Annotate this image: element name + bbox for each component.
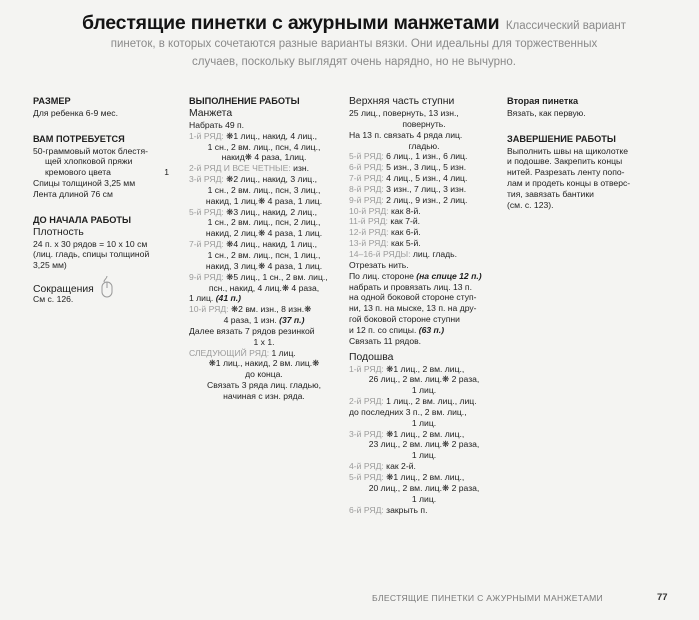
instruction-line: 23 лиц., 2 вм. лиц.❋ 2 раза, bbox=[368, 439, 480, 450]
intro-text-3: случаев, поскольку выглядят очень нарядно, но не вычурно. bbox=[192, 56, 516, 68]
column-materials bbox=[33, 96, 183, 305]
instruction-line: 1-й РЯД: ❋1 лиц., 2 вм. лиц., bbox=[349, 363, 465, 374]
instruction-line: гой боковой стороне ступни bbox=[349, 314, 460, 325]
instruction-line: 8-й РЯД: 3 изн., 7 лиц., 3 изн. bbox=[349, 183, 467, 194]
column-finishing bbox=[507, 96, 667, 211]
instruction-line: На 13 п. связать 4 ряда лиц. bbox=[349, 129, 463, 140]
instruction-line: 25 лиц., повернуть, 13 изн., bbox=[349, 108, 459, 118]
instruction-line: 9-й РЯД: ❋5 лиц., 1 сн., 2 вм. лиц., bbox=[189, 271, 328, 282]
instruction-line: Отрезать нить. bbox=[349, 259, 409, 270]
instruction-line: Связать 11 рядов. bbox=[349, 335, 422, 346]
finishing-line: Выполнить швы на щиколотке bbox=[507, 145, 629, 156]
instruction-line: на одной боковой стороне ступ- bbox=[349, 292, 477, 303]
instruction-line: 3-й РЯД: ❋1 лиц., 2 вм. лиц., bbox=[349, 428, 465, 439]
cuff-subheading: Манжета bbox=[189, 107, 233, 119]
instruction-line: псн., накид, 4 лиц.❋ 4 раза, bbox=[208, 282, 320, 293]
instruction-line: Набрать 49 п. bbox=[189, 119, 245, 130]
column-foot bbox=[349, 96, 499, 515]
gauge-line: 3,25 мм) bbox=[33, 260, 67, 271]
materials-line: Спицы толщиной 3,25 мм bbox=[33, 178, 136, 189]
materials-line: Лента длиной 76 см bbox=[33, 188, 113, 199]
instruction-line: 6-й РЯД: закрыть п. bbox=[349, 504, 428, 515]
column-cuff bbox=[189, 96, 339, 402]
instruction-line: Связать 3 ряда лиц. гладью, bbox=[207, 380, 321, 391]
instruction-line: 1 сн., 2 вм. лиц., псн, 3 лиц., bbox=[207, 184, 321, 195]
instruction-line: 1 сн., 2 вм. лиц., псн, 1 лиц., bbox=[207, 249, 321, 260]
instruction-line: 1 сн., 2 вм. лиц., псн, 2 лиц., bbox=[207, 217, 321, 228]
instruction-line: 1-й РЯД: ❋1 лиц., накид, 4 лиц., bbox=[189, 130, 318, 141]
second-bootie-heading: Вторая пинетка bbox=[507, 96, 579, 106]
instruction-line: накид, 1 лиц.❋ 4 раза, 1 лиц. bbox=[205, 195, 323, 206]
intro-text-2: пинеток, в которых сочетаются разные варианты вязки. Они идеальны для торжественных bbox=[110, 38, 598, 50]
instruction-line: до конца. bbox=[245, 369, 283, 380]
instruction-line: 3-й РЯД: ❋2 лиц., накид, 3 лиц., bbox=[189, 174, 318, 185]
sole-subheading: Подошва bbox=[349, 351, 394, 363]
instruction-line: 1 лиц. bbox=[411, 417, 437, 428]
instruction-line: 5-й РЯД: ❋1 лиц., 2 вм. лиц., bbox=[349, 472, 465, 482]
instruction-line: По лиц. стороне (на спице 12 п.) bbox=[349, 270, 482, 281]
instruction-line: 1 лиц. (41 п.) bbox=[189, 293, 241, 304]
materials-quantity: 1 bbox=[164, 167, 169, 178]
instruction-line: накид, 3 лиц.❋ 4 раза, 1 лиц. bbox=[205, 260, 323, 271]
instruction-line: 14–16-й РЯДЫ: лиц. гладь. bbox=[349, 248, 458, 259]
intro-text-1: Классический вариант bbox=[505, 20, 626, 32]
instruction-line: Далее вязать 7 рядов резинкой bbox=[189, 325, 315, 336]
gauge-subheading: Плотность bbox=[33, 226, 84, 238]
instruction-line: 1 лиц. bbox=[411, 450, 437, 461]
instruction-line: 1 лиц. bbox=[411, 385, 437, 396]
running-footer: БЛЕСТЯЩИЕ ПИНЕТКИ С АЖУРНЫМИ МАНЖЕТАМИ bbox=[372, 593, 604, 603]
finishing-heading: ЗАВЕРШЕНИЕ РАБОТЫ bbox=[507, 133, 616, 144]
page-header bbox=[36, 14, 672, 71]
materials-heading: ВАМ ПОТРЕБУЕТСЯ bbox=[33, 133, 125, 144]
instruction-line: 11-й РЯД: как 7-й. bbox=[349, 216, 421, 227]
size-heading: РАЗМЕР bbox=[33, 96, 71, 106]
instruction-line: ❋1 лиц., накид, 2 вм. лиц.❋ bbox=[208, 358, 320, 369]
header-line-1 bbox=[36, 14, 672, 35]
instruction-line: 26 лиц., 2 вм. лиц.❋ 2 раза, bbox=[368, 374, 480, 385]
materials-line: щей хлопковой пряжи bbox=[45, 156, 133, 167]
abbreviations-label: Сокращения bbox=[33, 283, 94, 295]
instruction-line: накид❋ 4 раза, 1лиц. bbox=[221, 152, 307, 163]
gauge-line: (лиц. гладь, спицы толщиной bbox=[33, 249, 150, 260]
materials-line-text: кремового цвета bbox=[45, 167, 111, 178]
instruction-line: и 12 п. со спицы. (63 п.) bbox=[349, 324, 445, 335]
page-number: 77 bbox=[657, 592, 668, 603]
mouse-icon bbox=[101, 276, 113, 302]
instruction-line: 7-й РЯД: 4 лиц., 5 изн., 4 лиц. bbox=[349, 173, 468, 184]
instruction-line: 10-й РЯД: ❋2 вм. изн., 8 изн.❋ bbox=[189, 304, 312, 315]
instruction-line: ни, 13 п. на мыске, 13 п. на дру- bbox=[349, 303, 477, 314]
abbreviations-ref: См с. 126. bbox=[33, 294, 74, 305]
instruction-line: начиная с изн. ряда. bbox=[223, 390, 305, 401]
instruction-line: 5-й РЯД: 6 лиц., 1 изн., 6 лиц. bbox=[349, 151, 468, 162]
instruction-line: 1 лиц. bbox=[411, 493, 437, 504]
finishing-line: нитей. Разрезать ленту попо- bbox=[507, 167, 625, 178]
instruction-line: 6-й РЯД: 5 изн., 3 лиц., 5 изн. bbox=[349, 162, 467, 173]
instruction-line: 4-й РЯД: как 2-й. bbox=[349, 461, 416, 472]
instruction-line: 7-й РЯД: ❋4 лиц., накид, 1 лиц., bbox=[189, 239, 318, 250]
instruction-line: 1 х 1. bbox=[253, 336, 275, 347]
instruction-line: гладью. bbox=[408, 140, 440, 151]
materials-line: 50-граммовый моток блестя- bbox=[33, 145, 148, 156]
finishing-line: (см. с. 123). bbox=[507, 199, 554, 210]
instruction-line: до последних 3 п., 2 вм. лиц., bbox=[349, 406, 467, 417]
instruction-line: 20 лиц., 2 вм. лиц.❋ 2 раза, bbox=[368, 482, 480, 493]
instruction-line: 1 сн., 2 вм. лиц., псн, 4 лиц., bbox=[207, 141, 321, 152]
materials-line bbox=[33, 167, 183, 178]
instruction-line: 4 раза, 1 изн. (37 п.) bbox=[223, 315, 305, 326]
finishing-line: лам и продеть концы в отверс- bbox=[507, 178, 631, 189]
work-heading: ВЫПОЛНЕНИЕ РАБОТЫ bbox=[189, 96, 300, 106]
instep-subheading: Верхняя часть ступни bbox=[349, 96, 455, 107]
gauge-line: 24 п. х 30 рядов = 10 х 10 см bbox=[33, 238, 148, 249]
instruction-line: 2-й РЯД И ВСЕ ЧЕТНЫЕ: изн. bbox=[189, 163, 310, 174]
instruction-line: повернуть. bbox=[402, 118, 446, 129]
second-bootie-text: Вязать, как первую. bbox=[507, 107, 586, 118]
instruction-line: 13-й РЯД: как 5-й. bbox=[349, 238, 421, 249]
instruction-line: набрать и провязать лиц. 13 п. bbox=[349, 281, 472, 292]
instruction-line: 5-й РЯД: ❋3 лиц., накид, 2 лиц., bbox=[189, 206, 318, 217]
prep-heading: ДО НАЧАЛА РАБОТЫ bbox=[33, 214, 131, 225]
instruction-line: СЛЕДУЮЩИЙ РЯД: 1 лиц. bbox=[189, 347, 296, 358]
instruction-line: 2-й РЯД: 1 лиц., 2 вм. лиц., лиц. bbox=[349, 396, 477, 407]
page-title: блестящие пинетки с ажурными манжетами bbox=[82, 12, 500, 34]
size-value: Для ребенка 6-9 мес. bbox=[33, 107, 118, 118]
instruction-line: 12-й РЯД: как 6-й. bbox=[349, 227, 421, 238]
instruction-line: 10-й РЯД: как 8-й. bbox=[349, 205, 421, 216]
finishing-line: тия, завязать бантики bbox=[507, 188, 594, 199]
instruction-line: 9-й РЯД: 2 лиц., 9 изн., 2 лиц. bbox=[349, 194, 468, 205]
instruction-line: накид, 2 лиц.❋ 4 раза, 1 лиц. bbox=[205, 228, 323, 239]
finishing-line: и подошве. Закрепить концы bbox=[507, 156, 623, 167]
